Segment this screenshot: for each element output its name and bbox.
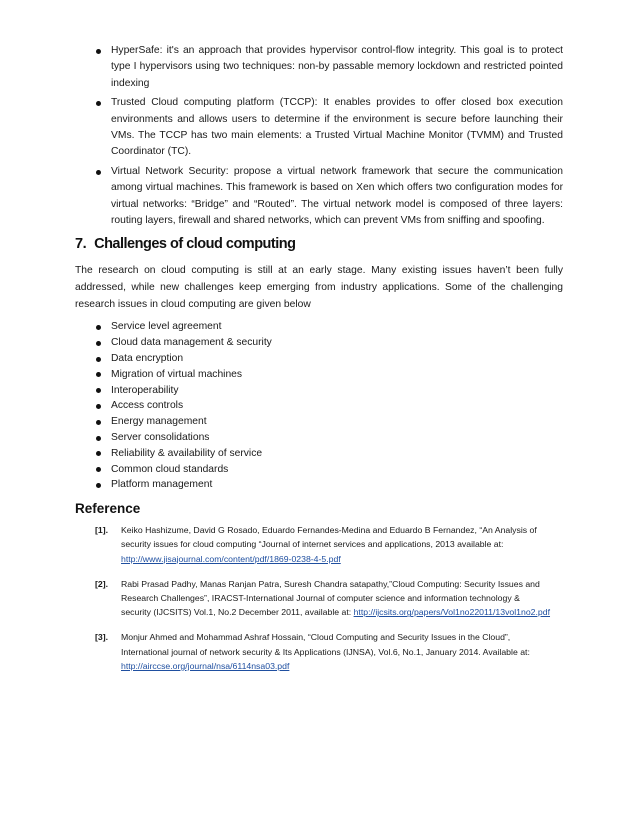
reference-text: Keiko Hashizume, David G Rosado, Eduardo Fernandes-Medina and Eduardo B Fernandez, “An Analysis of security issues for cloud computing “Journal of internet services and applications, 2013 available at: — [121, 525, 537, 550]
bullet-icon — [96, 170, 101, 175]
bullet-icon — [96, 404, 101, 409]
section-intro-paragraph: The research on cloud computing is still at an early stage. Many existing issues haven’t been fully addressed, while new challenges keep emerging from industry applications. Some of the challenging research issues in cloud computing are given below — [75, 265, 563, 311]
reference-link[interactable]: http://airccse.org/journal/nsa/6114nsa03.pdf — [121, 660, 290, 671]
challenges-list — [75, 319, 563, 493]
bullet-icon — [96, 341, 101, 346]
list-item — [75, 164, 563, 230]
list-item-text: Energy management — [111, 416, 207, 428]
list-item-text: Data encryption — [111, 353, 184, 365]
bullet-icon — [96, 467, 101, 472]
list-item — [75, 446, 563, 462]
reference-item — [75, 630, 563, 673]
list-item — [75, 367, 563, 383]
list-item — [75, 383, 563, 399]
list-item-text: Server consolidations — [111, 432, 210, 444]
bullet-icon — [96, 49, 101, 54]
list-item — [75, 319, 563, 335]
list-item — [75, 414, 563, 430]
list-item-text: Trusted Cloud computing platform (TCCP): It enables provides to offer closed box execution environments and allows users to determine if the environment is secure before launching their VMs. The TCCP has two main elements: a Trusted Virtual Machine Monitor (TVMM) and Trusted Coordinator (TC). — [111, 97, 563, 158]
bullet-icon — [96, 325, 101, 330]
bullet-icon — [96, 420, 101, 425]
list-item-text: Cloud data management & security — [111, 337, 272, 349]
list-item-text: Virtual Network Security: propose a virtual network framework that secure the communication among virtual machines. This framework is based on Xen which offers two configuration modes for virtual networks: “Bridge” and “Routed”. The virtual network model is composed of three layers: routing layers, firewall and shared networks, which can prevent VMs from sniffing and spoofing. — [111, 165, 563, 227]
references-heading: Reference — [75, 501, 141, 517]
list-item-text: HyperSafe: it's an approach that provides hypervisor control-flow integrity. This goal is to protect type I hypervisors using two techniques: non-by passable memory lockdown and restricted pointed indexing — [111, 45, 563, 89]
reference-number: [3]. — [95, 632, 109, 643]
list-item — [75, 462, 563, 478]
list-item-text: Reliability & availability of service — [111, 447, 263, 459]
list-item-text: Common cloud standards — [111, 463, 229, 475]
bullet-icon — [96, 388, 101, 393]
bullet-icon — [96, 451, 101, 456]
section-title: Challenges of cloud computing — [94, 236, 296, 253]
bullet-icon — [96, 483, 101, 488]
reference-text: Rabi Prasad Padhy, Manas Ranjan Patra, Suresh Chandra satapathy,”Cloud Computing: Security Issues and Research Challenges”, IRACST-International Journal of computer science and information technology & security (IJCSITS) Vol.1, No.2 December 2011, available at: — [121, 578, 540, 618]
list-item-text: Service level agreement — [111, 321, 222, 333]
bullet-icon — [96, 357, 101, 362]
bullet-icon — [96, 101, 101, 106]
list-item-text: Access controls — [111, 400, 184, 412]
section-number: 7. — [75, 236, 87, 253]
list-item — [75, 95, 563, 161]
references-list — [75, 523, 563, 673]
list-item — [75, 398, 563, 414]
section-heading — [75, 236, 563, 252]
list-item — [75, 351, 563, 367]
reference-number: [2]. — [95, 578, 109, 589]
list-item — [75, 430, 563, 446]
list-item-text: Migration of virtual machines — [111, 368, 243, 380]
bullet-icon — [96, 372, 101, 377]
reference-item — [75, 577, 563, 620]
list-item-text: Interoperability — [111, 384, 179, 396]
reference-text: Monjur Ahmed and Mohammad Ashraf Hossain, “Cloud Computing and Security Issues in the Cloud”, International journal of network security & Its Applications (IJNSA), Vol.6, No.1, January 2014. Available at: — [121, 632, 530, 657]
bullet-icon — [96, 436, 101, 441]
reference-link[interactable]: http://www.jisajournal.com/content/pdf/1869-0238-4-5.pdf — [121, 553, 341, 564]
security-approaches-list — [75, 43, 563, 229]
list-item — [75, 335, 563, 351]
reference-number: [1]. — [95, 525, 109, 536]
list-item — [75, 43, 563, 92]
reference-item — [75, 523, 563, 566]
list-item — [75, 477, 563, 493]
list-item-text: Platform management — [111, 479, 213, 491]
reference-link[interactable]: http://ijcsits.org/papers/Vol1no22011/13vol1no2.pdf — [353, 607, 551, 618]
